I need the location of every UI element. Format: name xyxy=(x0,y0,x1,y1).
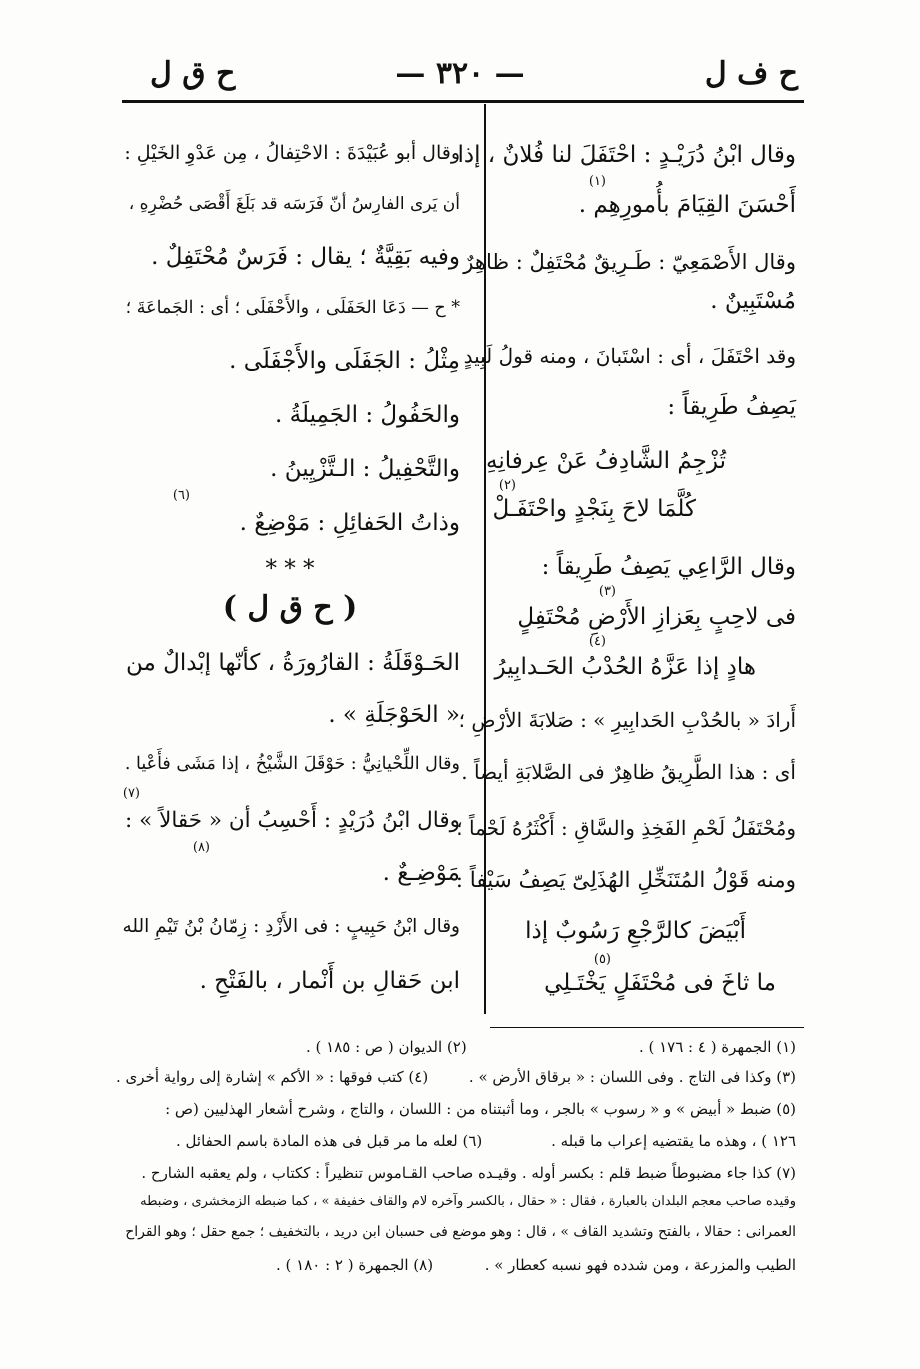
text-line: أى : هذا الطَّرِيقُ ظاهِرٌ فى الصَّلابَةِ أيضاً . xyxy=(461,760,796,784)
footnote-ref: (٥) xyxy=(593,952,611,967)
footnote: (٣) وكذا فى التاج . وفى اللسان : « برقاق الأرض » . xyxy=(468,1068,796,1086)
footnote-ref: (٣) xyxy=(598,584,616,599)
text-line: ابن حَقالِ بن أَنْمار ، بالفَتْحِ . xyxy=(199,968,460,994)
footnote: ١٢٦ ) ، وهذه ما يقتضيه إعراب ما قبله . xyxy=(551,1132,796,1150)
footnote: وقيده صاحب معجم البلدان بالعبارة ، فقال : « حقال ، بالكسر وآخره لام والقاف خفيفة » ، كما ضبطه الزمخشرى ، وضبطه xyxy=(140,1194,796,1209)
page-number: — ٣٢٠ — xyxy=(395,56,525,91)
header-right-root: ح ف ل xyxy=(704,56,798,91)
footnote-ref: (٨) xyxy=(192,840,210,855)
text-line: وقال اللِّحْيانِيُّ : حَوْقَلَ الشَّيْخُ ، إذا مَشَى فأَعْيا . xyxy=(124,754,460,774)
text-line: أَحْسَنَ القِيَامَ بأُمورِهِم . xyxy=(578,192,796,218)
footnote: (٥) ضبط « أبيض » و « رسوب » بالجر ، وما أثبتناه من : اللسان ، والتاج ، وشرح أشعار الهذليين (ص : xyxy=(165,1100,796,1118)
footnote-ref: (٤) xyxy=(588,634,606,649)
verse-line: ما ثاخَ فى مُحْتَفَلٍ يَخْتَـلِي xyxy=(544,970,776,996)
footnote-ref: (١) xyxy=(588,174,606,189)
text-line: وقال الرَّاعِي يَصِفُ طَرِيقاً : xyxy=(541,554,796,580)
footnote: (٤) كتب فوقها : « الأكم » إشارة إلى رواية أخرى . xyxy=(116,1068,429,1086)
header-left-root: ح ق ل xyxy=(150,56,236,91)
section-separator: * * * xyxy=(265,556,315,582)
text-line: والحَفُولُ : الجَمِيلَةُ . xyxy=(275,402,460,428)
text-line: والتَّحْفِيلُ : الـتَّزْيِينُ . xyxy=(270,456,460,482)
text-line: « الحَوْجَلَةِ » . xyxy=(328,702,460,728)
text-line: مِثْلُ : الجَفَلَى والأَجْفَلَى . xyxy=(229,348,460,374)
page-header xyxy=(0,56,920,96)
footnote-ref: (٦) xyxy=(172,488,190,503)
text-line: ومُحْتَفَلُ لَحْمِ الفَخِذِ والسَّاقِ : أَكْثَرُهُ لَحْماً ؛ xyxy=(456,816,796,840)
text-line: الحَـوْقَلَةُ : القارُورَةُ ، كأنّها إبْدالٌ من xyxy=(125,650,460,676)
text-line: أن يَرى الفارِسُ أنّ فَرَسَه قد بَلَغَ أَقْصَى حُضْرِهِ ، xyxy=(128,194,460,214)
footnote: (٧) كذا جاء مضبوطاً ضبط قلم : بكسر أوله . وقيـده صاحب القـاموس تنظيراً : ككتاب ، ولم يعقبه الشارح . xyxy=(141,1164,796,1182)
footnote: الطيب والمزرعة ، ومن شدده فهو نسبه كعطار » . xyxy=(484,1256,796,1274)
verse-line: هادٍ إذا عَزَّهُ الحُدْبُ الحَـدابِيرُ xyxy=(494,654,756,680)
footnote-ref: (٢) xyxy=(498,478,516,493)
verse-line: أَبْيَضَ كالرَّجْعِ رَسُوبٌ إذا xyxy=(525,918,746,944)
text-line: وقال ابْنُ حَبِيبٍ : فى الأَزْدِ : زِمّانُ بْنُ تَيْمِ الله xyxy=(122,916,460,937)
text-line: يَصِفُ طَرِيقاً : xyxy=(667,394,796,420)
text-line: مَوْضِـعٌ . xyxy=(382,860,460,886)
text-line: وقال أبو عُبَيْدَةَ : الاحْتِفالُ ، مِن عَدْوِ الخَيْلِ : xyxy=(124,142,460,164)
footnote: (٨) الجمهرة ( ٢ : ١٨٠ ) . xyxy=(276,1256,434,1274)
footnote-ref: (٧) xyxy=(122,786,140,801)
text-line: وقال ابْنُ دُرَيْـدٍ : احْتَفَلَ لنا فُلانٌ ، إذا xyxy=(457,142,796,168)
text-line: وقال ابْنُ دُرَيْدٍ : أَحْسِبُ أن « حَقالاً » : xyxy=(125,808,460,833)
text-line: وذاتُ الحَفائِلِ : مَوْضِعٌ . xyxy=(239,510,460,536)
footnote: (٢) الديوان ( ص : ١٨٥ ) . xyxy=(306,1038,467,1056)
header-rule xyxy=(122,100,804,103)
footnote: (٦) لعله ما مر قبل فى هذه المادة باسم الحفائل . xyxy=(176,1132,483,1150)
text-line: وقد احْتَفَلَ ، أى : اسْتَبانَ ، ومنه قولُ لَبِيدٍ xyxy=(463,344,796,368)
root-heading: ( ح ق ل ) xyxy=(222,590,358,625)
footnote-rule xyxy=(490,1027,804,1028)
verse-line: تُزْجِمُ الشَّادِفُ عَنْ عِرفانِهِ xyxy=(486,448,726,474)
entry-heading-line: * ح — دَعَا الحَفَلَى ، والأَحْفَلَى ؛ أى : الجَماعَةَ ؛ xyxy=(125,298,460,318)
text-line: وقال الأَصْمَعِيّ : طَـرِيقٌ مُحْتَفِلٌ : ظاهِرٌ xyxy=(463,250,796,274)
left-column xyxy=(120,128,460,1018)
text-line: وفيه بَقِيَّةٌ ؛ يقال : فَرَسٌ مُحْتَفِلٌ . xyxy=(151,244,460,270)
text-line: ومنه قَوْلُ المُتَنَخِّلِ الهُذَلِىّ يَصِفُ سَيْفاً : xyxy=(455,868,796,893)
right-column xyxy=(456,128,796,1018)
verse-line: فى لاحِبٍ بِعَزازِ الأَرْضِ مُحْتَفِلٍ xyxy=(517,604,796,630)
text-line: أَرادَ « بالحُدْبِ الحَدابِيرِ » : صَلابَةَ الأرْضِ ؛ xyxy=(458,708,796,732)
footnote: (١) الجمهرة ( ٤ : ١٧٦ ) . xyxy=(638,1038,796,1056)
footnote: العمرانى : حقالا ، بالفتح وتشديد القاف » ، قال : وهو موضع فى حسبان ابن دريد ، بالتخفيف ؛ جمع حقل ؛ وهو القراح xyxy=(125,1224,796,1240)
text-line: مُسْتَبِينٌ . xyxy=(710,288,796,314)
verse-line: كُلَّمَا لاحَ بِنَجْدٍ واحْتَفَـلْ xyxy=(492,496,696,522)
